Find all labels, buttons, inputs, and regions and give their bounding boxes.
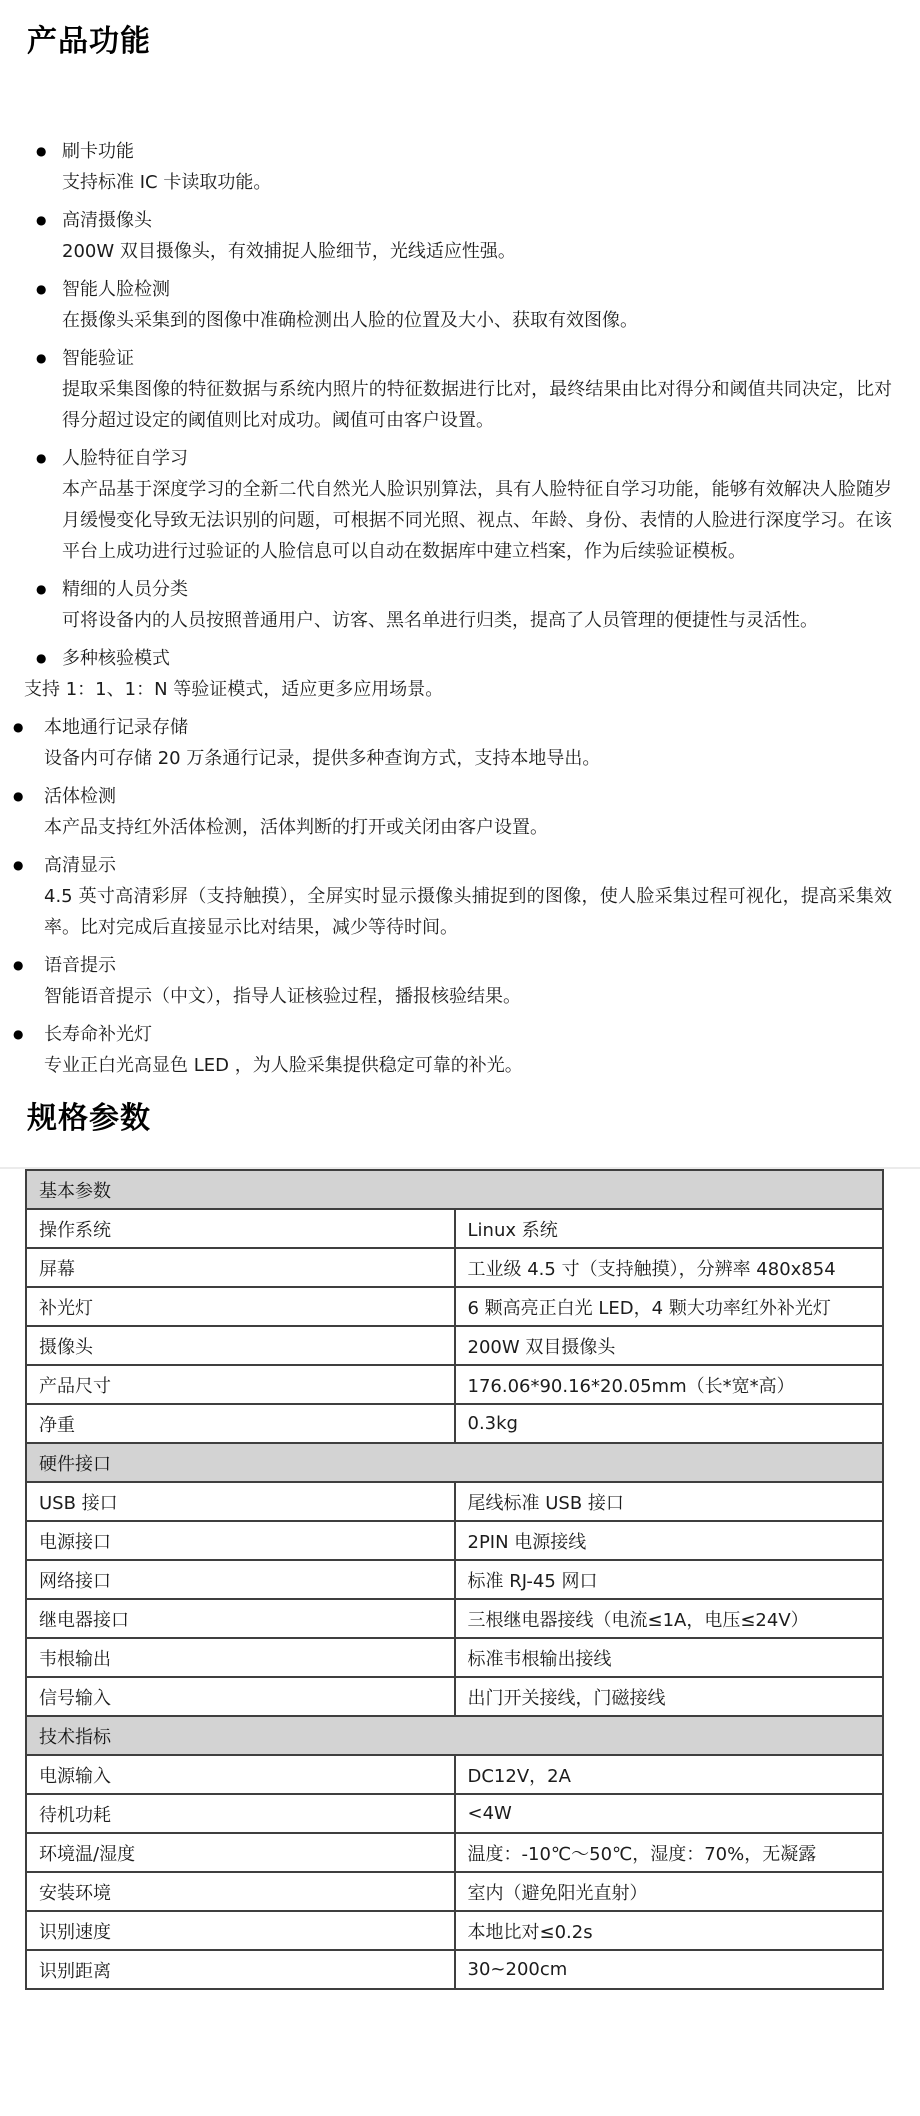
spec-value: 本地比对≤0.2s (455, 1911, 884, 1950)
feature-title-row (13, 1019, 920, 1050)
feature-item (0, 643, 920, 705)
table-section-header: 硬件接口 (26, 1443, 883, 1482)
table-row (26, 1287, 883, 1326)
bullet-icon: ● (36, 651, 47, 665)
bullet-icon: ● (13, 958, 24, 972)
spec-label: 待机功耗 (26, 1794, 455, 1833)
spec-label: 信号输入 (26, 1677, 455, 1716)
feature-title: 智能人脸检测 (62, 279, 170, 300)
spec-label: 网络接口 (26, 1560, 455, 1599)
feature-description: 在摄像头采集到的图像中准确检测出人脸的位置及大小、获取有效图像。 (62, 310, 638, 331)
spec-label: 摄像头 (26, 1326, 455, 1365)
specs-heading: 规格参数 (27, 1101, 151, 1136)
table-row (26, 1326, 883, 1365)
feature-description: 4.5 英寸高清彩屏（支持触摸），全屏实时显示摄像头捕捉到的图像，使人脸采集过程可视化，提高采集效率。比对完成后直接显示比对结果，减少等待时间。 (44, 886, 892, 938)
bullet-icon: ● (36, 213, 47, 227)
feature-item (0, 950, 920, 1012)
spec-value: 温度：-10℃～50℃，湿度：70%，无凝露 (455, 1833, 884, 1872)
spec-label: 识别距离 (26, 1950, 455, 1989)
feature-item (0, 850, 920, 943)
table-row (26, 1365, 883, 1404)
feature-description: 本产品支持红外活体检测，活体判断的打开或关闭由客户设置。 (44, 817, 548, 838)
feature-title: 智能验证 (62, 348, 134, 369)
feature-item (0, 443, 920, 567)
feature-title-row (36, 343, 920, 374)
spec-value: 标准韦根输出接线 (455, 1638, 884, 1677)
table-row (26, 1950, 883, 1989)
spec-value: 工业级 4.5 寸（支持触摸），分辨率 480x854 (455, 1248, 884, 1287)
feature-title-row (13, 712, 920, 743)
spec-value: 标准 RJ-45 网口 (455, 1560, 884, 1599)
feature-title: 高清显示 (44, 855, 116, 876)
spec-label: 继电器接口 (26, 1599, 455, 1638)
feature-title: 高清摄像头 (62, 210, 152, 231)
spec-value: 30~200cm (455, 1950, 884, 1989)
table-section-header: 基本参数 (26, 1170, 883, 1209)
feature-description: 200W 双目摄像头，有效捕捉人脸细节，光线适应性强。 (62, 241, 516, 262)
feature-title: 人脸特征自学习 (62, 448, 188, 469)
bullet-icon: ● (36, 351, 47, 365)
spec-value: 尾线标准 USB 接口 (455, 1482, 884, 1521)
feature-description: 支持 1：1、1：N 等验证模式，适应更多应用场景。 (24, 679, 444, 700)
table-row (26, 1560, 883, 1599)
bullet-icon: ● (13, 1027, 24, 1041)
table-row (26, 1872, 883, 1911)
feature-title-row (36, 643, 920, 674)
table-row (26, 1638, 883, 1677)
spec-label: 环境温/湿度 (26, 1833, 455, 1872)
feature-item (0, 781, 920, 843)
feature-description: 提取采集图像的特征数据与系统内照片的特征数据进行比对，最终结果由比对得分和阈值共同决定，比对得分超过设定的阈值则比对成功。阈值可由客户设置。 (62, 379, 892, 431)
table-row (26, 1794, 883, 1833)
feature-item (0, 1019, 920, 1081)
table-section-header: 技术指标 (26, 1716, 883, 1755)
spec-value: <4W (455, 1794, 884, 1833)
bullet-icon: ● (36, 582, 47, 596)
table-row (26, 1677, 883, 1716)
feature-title-row (36, 443, 920, 474)
feature-item (0, 574, 920, 636)
spec-label: 操作系统 (26, 1209, 455, 1248)
table-row (26, 1599, 883, 1638)
spec-label: 安装环境 (26, 1872, 455, 1911)
spec-value: Linux 系统 (455, 1209, 884, 1248)
feature-item (0, 274, 920, 336)
spec-label: 电源接口 (26, 1521, 455, 1560)
feature-description: 智能语音提示（中文），指导人证核验过程，播报核验结果。 (44, 986, 521, 1007)
table-row (26, 1833, 883, 1872)
feature-list (0, 136, 920, 1081)
spec-label: 屏幕 (26, 1248, 455, 1287)
table-section-row (26, 1716, 883, 1755)
spec-value: 6 颗高亮正白光 LED，4 颗大功率红外补光灯 (455, 1287, 884, 1326)
table-section-row (26, 1170, 883, 1209)
spec-value: 200W 双目摄像头 (455, 1326, 884, 1365)
spec-value: DC12V，2A (455, 1755, 884, 1794)
spec-value: 室内（避免阳光直射） (455, 1872, 884, 1911)
specs-table-wrap (25, 1169, 886, 1990)
feature-description: 专业正白光高显色 LED ，为人脸采集提供稳定可靠的补光。 (44, 1055, 523, 1076)
feature-title: 精细的人员分类 (62, 579, 188, 600)
feature-title-row (36, 274, 920, 305)
table-row (26, 1248, 883, 1287)
bullet-icon: ● (36, 144, 47, 158)
feature-item (0, 343, 920, 436)
feature-title-row (36, 574, 920, 605)
bullet-icon: ● (13, 858, 24, 872)
feature-title-row (13, 950, 920, 981)
spec-label: 产品尺寸 (26, 1365, 455, 1404)
table-row (26, 1209, 883, 1248)
table-row (26, 1404, 883, 1443)
feature-title: 刷卡功能 (62, 141, 134, 162)
spec-label: 补光灯 (26, 1287, 455, 1326)
feature-title: 本地通行记录存储 (44, 717, 188, 738)
spec-label: USB 接口 (26, 1482, 455, 1521)
features-heading: 产品功能 (27, 24, 151, 59)
specs-table (25, 1169, 884, 1990)
feature-title-row (13, 850, 920, 881)
feature-title-row (13, 781, 920, 812)
bullet-icon: ● (13, 789, 24, 803)
spec-value: 三根继电器接线（电流≤1A，电压≤24V） (455, 1599, 884, 1638)
feature-title: 多种核验模式 (62, 648, 170, 669)
bullet-icon: ● (36, 451, 47, 465)
feature-title-row (36, 205, 920, 236)
feature-title: 语音提示 (44, 955, 116, 976)
feature-description: 设备内可存储 20 万条通行记录，提供多种查询方式，支持本地导出。 (44, 748, 601, 769)
bullet-icon: ● (13, 720, 24, 734)
spec-label: 电源输入 (26, 1755, 455, 1794)
table-row (26, 1521, 883, 1560)
feature-item (0, 136, 920, 198)
feature-item (0, 205, 920, 267)
table-section-row (26, 1443, 883, 1482)
bullet-icon: ● (36, 282, 47, 296)
spec-label: 净重 (26, 1404, 455, 1443)
feature-item (0, 712, 920, 774)
spec-label: 韦根输出 (26, 1638, 455, 1677)
spec-value: 2PIN 电源接线 (455, 1521, 884, 1560)
feature-description: 支持标准 IC 卡读取功能。 (62, 172, 272, 193)
feature-description: 可将设备内的人员按照普通用户、访客、黑名单进行归类，提高了人员管理的便捷性与灵活性。 (62, 610, 818, 631)
spec-value: 出门开关接线，门磁接线 (455, 1677, 884, 1716)
feature-title: 活体检测 (44, 786, 116, 807)
spec-value: 176.06*90.16*20.05mm（长*宽*高） (455, 1365, 884, 1404)
table-row (26, 1482, 883, 1521)
feature-description: 本产品基于深度学习的全新二代自然光人脸识别算法，具有人脸特征自学习功能，能够有效解决人脸随岁月缓慢变化导致无法识别的问题，可根据不同光照、视点、年龄、身份、表情的人脸进行深度学习。在该平台上成功进行过验证的人脸信息可以自动在数据库中建立档案，作为后续验证模板。 (62, 479, 892, 562)
spec-label: 识别速度 (26, 1911, 455, 1950)
spec-value: 0.3kg (455, 1404, 884, 1443)
table-row (26, 1911, 883, 1950)
table-row (26, 1755, 883, 1794)
feature-title: 长寿命补光灯 (44, 1024, 152, 1045)
feature-title-row (36, 136, 920, 167)
